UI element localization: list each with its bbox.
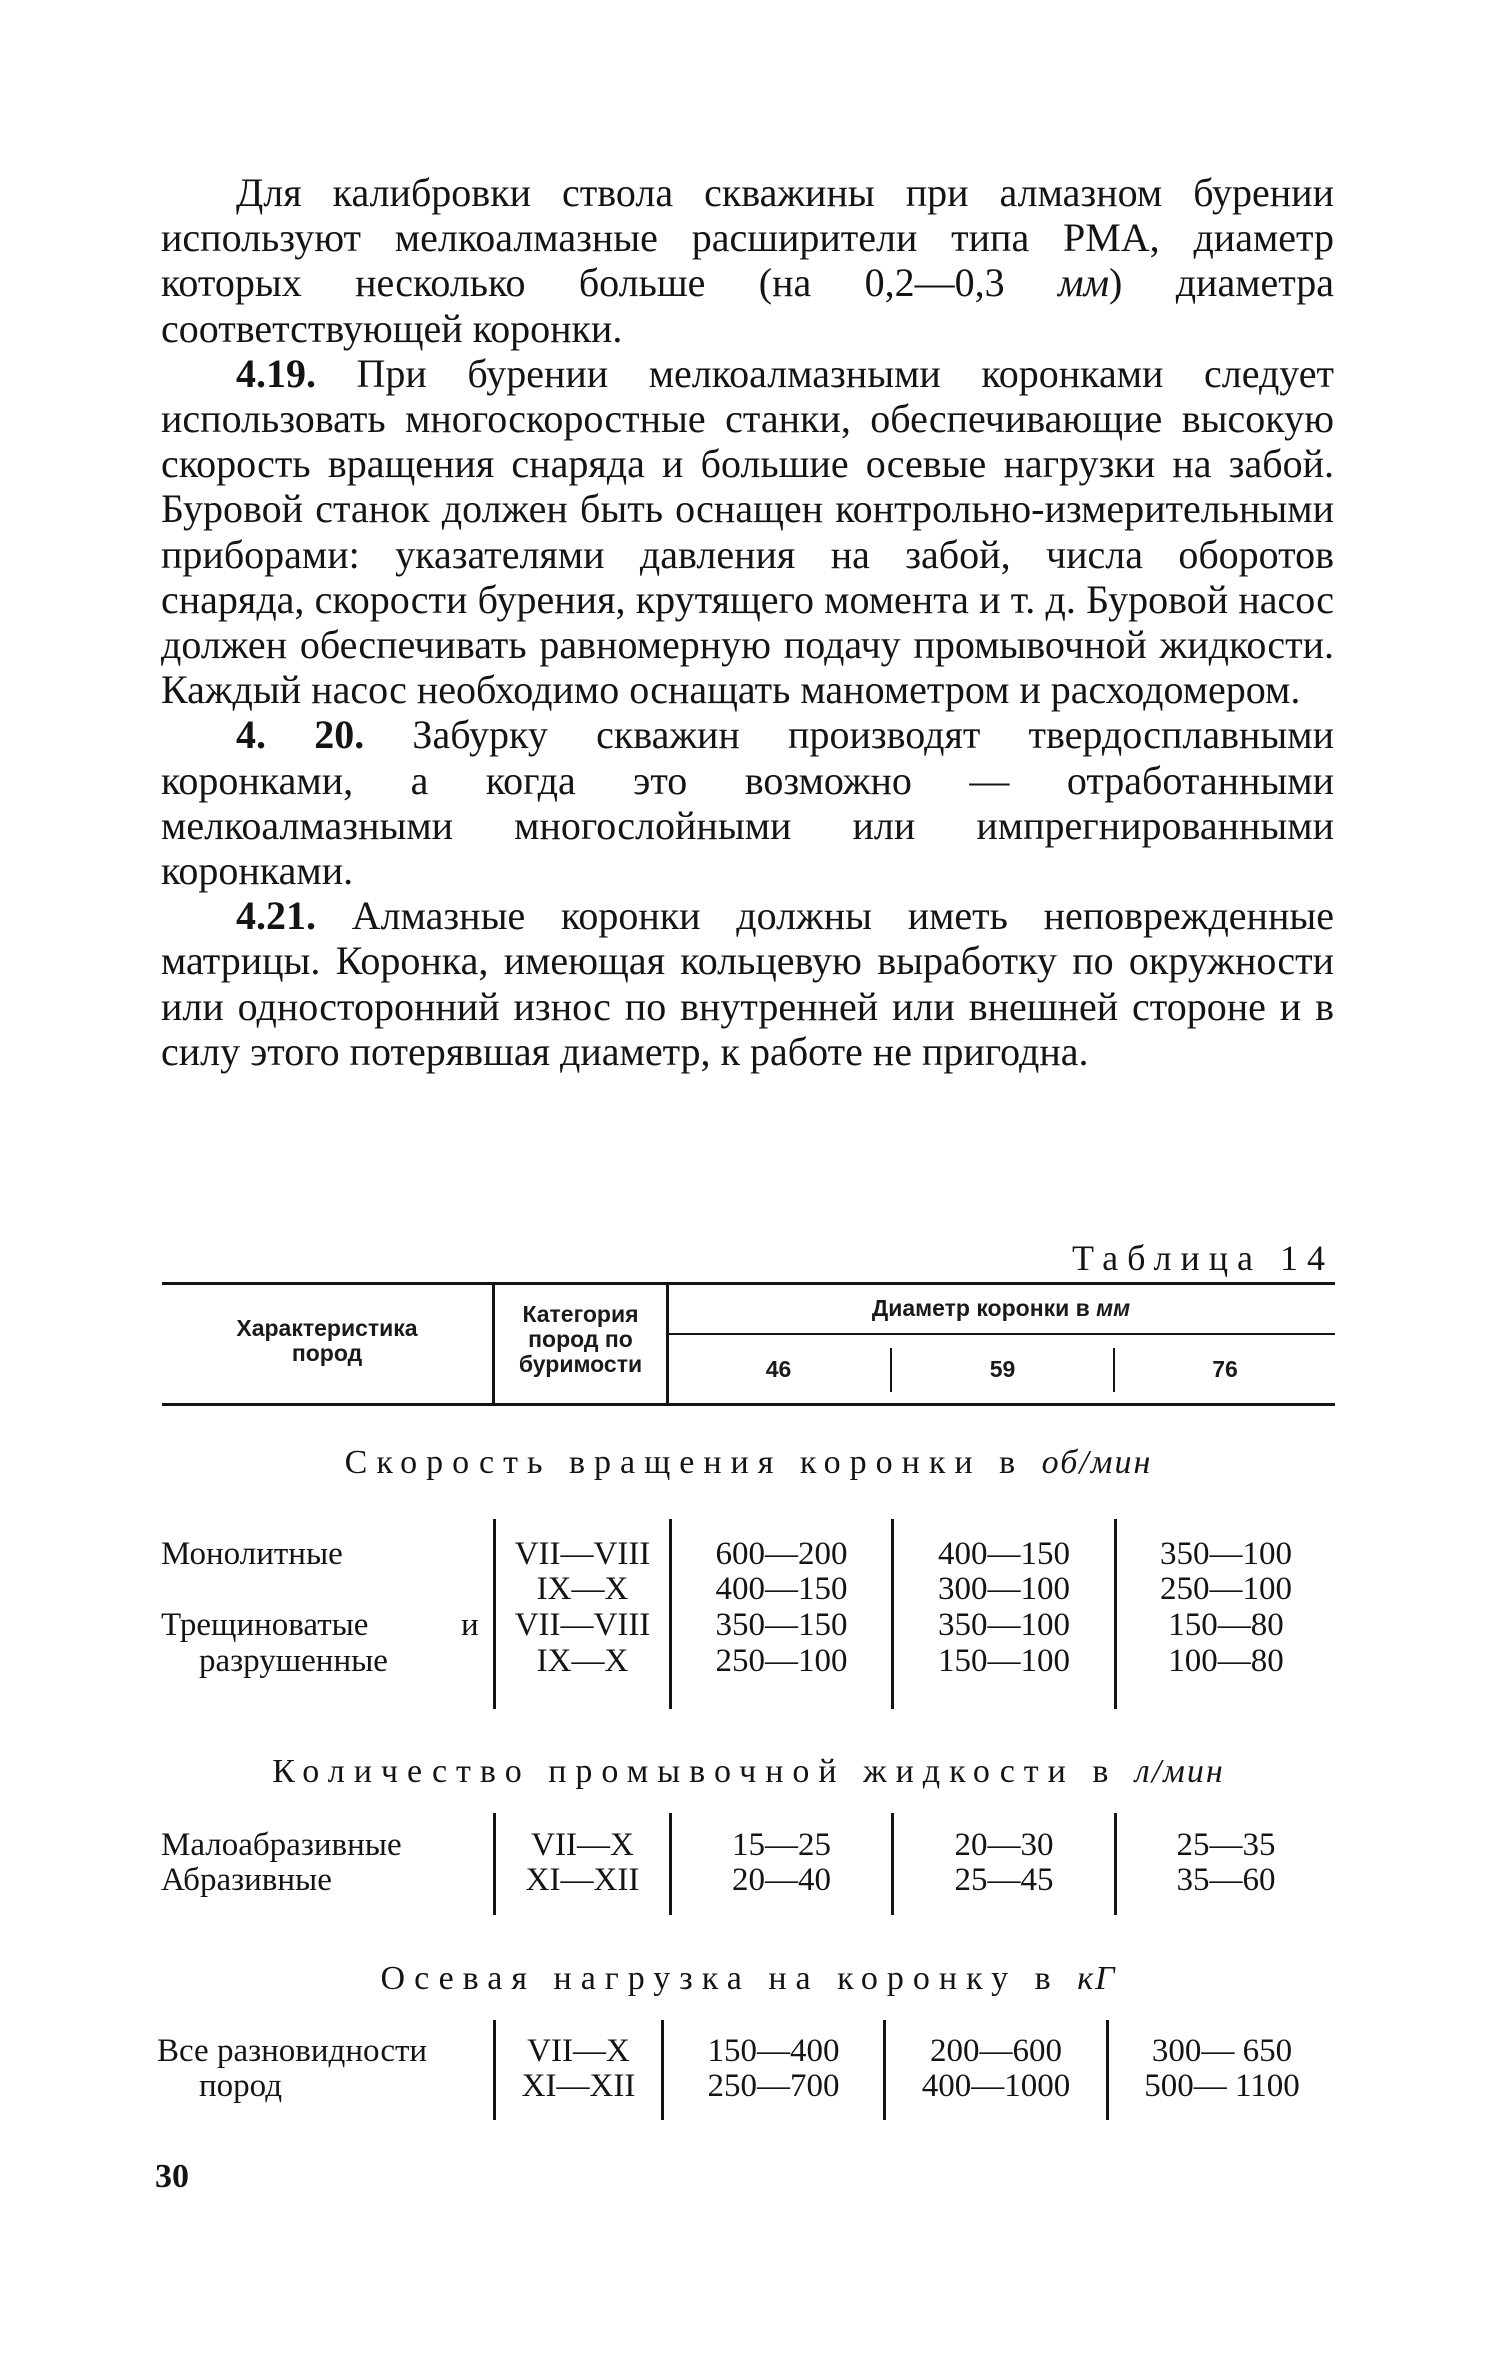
rock-abrasive: Абразивные xyxy=(161,1862,332,1898)
value-59: 400—150 xyxy=(938,1536,1070,1572)
rock-monolithic: Монолитные xyxy=(161,1536,343,1572)
diameter-header: Диаметр коронки в мм xyxy=(871,1295,1131,1321)
value-46: 250—100 xyxy=(715,1643,848,1679)
section-number: 4.21. xyxy=(236,893,316,939)
section-number: 4.19. xyxy=(236,350,316,396)
value-46: 400—150 xyxy=(715,1571,848,1607)
rock-broken: разрушенные xyxy=(199,1643,388,1679)
diameter-rule xyxy=(667,1333,1335,1335)
section-rotation-speed-title: Скорость вращения коронки в об/мин xyxy=(344,1444,1153,1481)
value-46: 20—40 xyxy=(732,1862,831,1898)
section-4-19: 4.19. При бурении мелкоалмазными коронками следует использовать многоскоростные станки, обеспечивающие высокую скорость вращения снаряда и большие осевые нагрузки на забой. Буровой станок должен быть оснащен контрольно-измерительными приборами: указателями давления на забой, числа оборотов снаряда, скорости бурения, крутящего момента и т. д. Буровой насос должен обеспечивать равномерную подачу промывочной жидкости. Каждый насос необходимо оснащать манометром и расходомером. xyxy=(161,350,1335,713)
value-59: 20—30 xyxy=(954,1827,1054,1863)
value-46: 600—200 xyxy=(715,1536,848,1572)
value-59: 200—600 xyxy=(930,2033,1062,2069)
value-59: 25—45 xyxy=(954,1862,1054,1898)
table-caption: Таблица 14 xyxy=(1072,1238,1334,1278)
value-76: 500— 1100 xyxy=(1144,2068,1300,2104)
category-cell: IX—X xyxy=(536,1643,629,1679)
category-cell: XI—XII xyxy=(525,1862,640,1898)
table-header xyxy=(162,1282,1335,1406)
section-4-20: 4. 20. Забурку скважин производят твердосплавными коронками, а когда это возможно — отработанными мелкоалмазными многослойными или импрегнированными коронками. xyxy=(161,712,1335,894)
category-cell: VII—X xyxy=(531,1827,634,1863)
rock-low-abrasive: Малоабразивные xyxy=(161,1827,402,1863)
value-59: 350—100 xyxy=(938,1607,1070,1643)
value-46: 15—25 xyxy=(732,1827,831,1863)
rock-fractured-and: и xyxy=(461,1607,479,1643)
category-header: Категория пород по буримости xyxy=(518,1301,643,1377)
category-cell: VII—VIII xyxy=(514,1607,651,1643)
value-59: 400—1000 xyxy=(921,2068,1071,2104)
diameter-59-header: 59 xyxy=(989,1356,1016,1382)
section-number: 4. 20. xyxy=(236,712,365,758)
section-flushing-fluid-title: Количество промывочной жидкости в л/мин xyxy=(272,1753,1225,1790)
value-76: 35—60 xyxy=(1176,1862,1276,1898)
rock-all-types-cont: пород xyxy=(199,2068,282,2104)
section-axial-load-title: Осевая нагрузка на коронку в кГ xyxy=(380,1960,1117,1997)
value-76: 25—35 xyxy=(1176,1827,1276,1863)
value-76: 350—100 xyxy=(1160,1536,1292,1572)
category-cell: XI—XII xyxy=(521,2068,636,2104)
value-76: 300— 650 xyxy=(1151,2033,1293,2069)
value-46: 150—400 xyxy=(707,2033,840,2069)
category-cell: VII—VIII xyxy=(514,1536,651,1572)
section3-divider xyxy=(493,2020,496,2120)
unit-mm: мм xyxy=(1057,260,1110,306)
diameter-76-header: 76 xyxy=(1212,1356,1238,1382)
value-76: 100—80 xyxy=(1168,1643,1284,1679)
category-cell: VII—X xyxy=(527,2033,630,2069)
body-text xyxy=(161,170,1334,1074)
rock-characteristic-header: Характеристика пород xyxy=(236,1315,418,1366)
page-number: 30 xyxy=(155,2158,189,2195)
value-59: 150—100 xyxy=(938,1643,1070,1679)
value-46: 350—150 xyxy=(715,1607,848,1643)
value-76: 150—80 xyxy=(1168,1607,1284,1643)
rock-all-types: Все разновидности xyxy=(157,2033,428,2069)
bottom-rule xyxy=(162,1403,1335,1406)
category-cell: IX—X xyxy=(536,1571,629,1607)
section1-divider xyxy=(493,1519,496,1709)
value-59: 300—100 xyxy=(938,1571,1070,1607)
paragraph-rma: Для калибровки ствола скважины при алмазном бурении используют мелкоалмазные расширители типа РМА, диаметр которых несколько больше (на 0,2—0,3 мм) диаметра соответствующей коронки. xyxy=(161,170,1334,351)
diameter-46-header: 46 xyxy=(765,1356,792,1382)
value-46: 250—700 xyxy=(707,2068,840,2104)
section2-divider xyxy=(493,1813,496,1915)
rock-fractured: Трещиноватые xyxy=(161,1607,369,1643)
section-4-21: 4.21. Алмазные коронки должны иметь неповрежденные матрицы. Коронка, имеющая кольцевую выработку по окружности или односторонний износ по внутренней или внешней стороне и в силу этого потерявшая диаметр, к работе не пригодна. xyxy=(161,893,1334,1074)
value-76: 250—100 xyxy=(1160,1571,1292,1607)
top-rule xyxy=(162,1282,1335,1285)
